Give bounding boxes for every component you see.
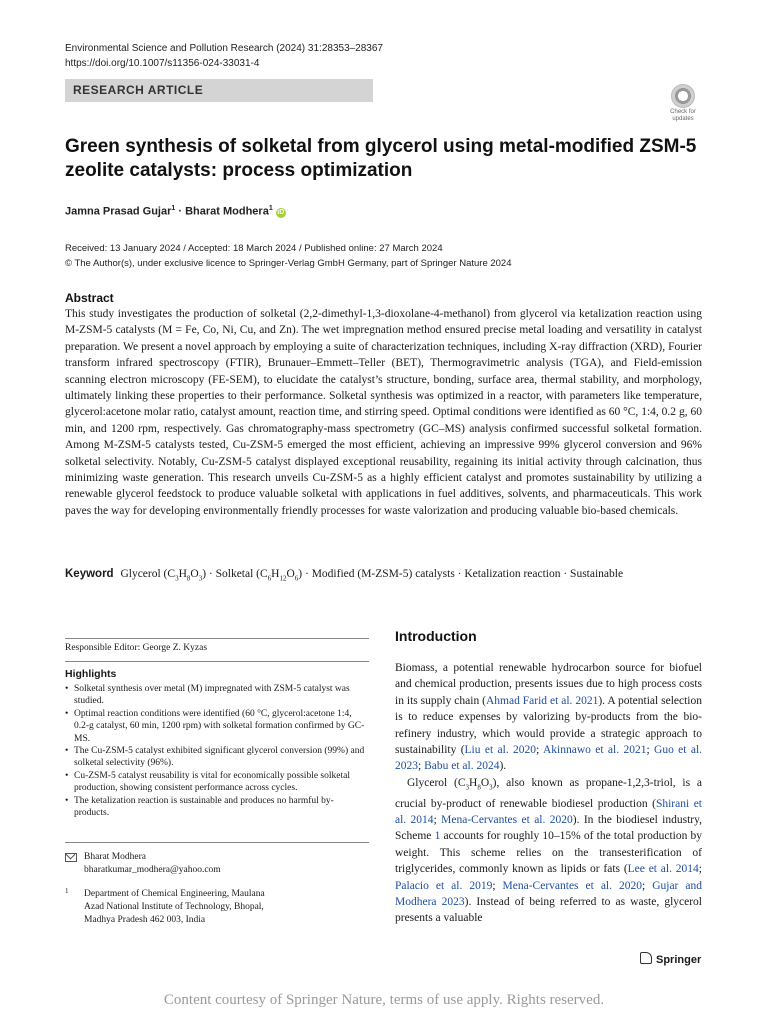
citation-link[interactable]: Mena-Cervantes et al. 2020 [441,813,573,826]
author-separator: · [175,205,186,218]
divider [65,661,369,662]
envelope-icon [65,853,77,862]
citation-link[interactable]: Akinnawo et al. 2021 [542,744,647,757]
citation-link[interactable]: Palacio et al. 2019 [395,879,493,892]
courtesy-notice: Content courtesy of Springer Nature, terms of use apply. Rights reserved. [163,992,605,1008]
date-history: Received: 13 January 2024 / Accepted: 18 March 2024 / Published online: 27 March 2024 [65,243,443,254]
publisher-name: Springer [656,954,702,966]
contact-email[interactable]: bharatkumar_modhera@yahoo.com [84,865,221,875]
kw-text: H [271,568,280,580]
citation-link[interactable]: Ahmad Farid et al. 2021 [485,694,599,707]
divider [65,842,369,843]
text-run: ), also known as propane-1,2,3-triol, is a crucial by-product of renewable biodiesel production ( [395,776,702,810]
highlight-item: • The ketalization reaction is sustainable and produces no harmful by-products. [65,795,365,820]
citation-link[interactable]: Gujar and Modhera 2023 [395,879,702,908]
kw-sub: 6 [294,574,299,583]
citation-link[interactable]: Mena-Cervantes et al. 2020 [502,879,642,892]
text-run: ). A potential selection is to reduce expenses by valorizing by-products from the bio-refinery industry, which would provide a strategic approach to sustainability ( [395,694,702,757]
text-run: accounts for roughly 10–15% of the total production by weight. This scheme relies on the transesterification of triglycerides, commonly known as lipids or fats ( [395,830,702,876]
text-run: ). Instead of being referred to as waste, glycerol presents a valuable [395,895,703,925]
kw-text: H [178,568,187,580]
text-run: ; [536,744,543,757]
text-run: ; [433,813,442,826]
springer-horse-icon [640,952,652,964]
affiliation-marker: 1 [171,205,176,212]
responsible-editor: Responsible Editor: George Z. Kyzas [65,643,208,653]
affiliation-marker: 1 [268,205,273,212]
kw-text: ) · Modified (M-ZSM-5) catalysts · Ketalization reaction · Sustainable [298,568,624,580]
text-run: ; [646,744,655,757]
publisher-logo [640,952,701,966]
article-title: Green synthesis of solketal from glycerol using metal-modified ZSM-5 zeolite catalysts: process optimization [65,136,697,181]
check-updates-badge[interactable] [661,84,705,128]
kw-sub: 6 [267,574,272,583]
orcid-icon[interactable]: iD [277,208,285,216]
kw-sub: 8 [186,574,191,583]
highlight-item: • Cu-ZSM-5 catalyst reusability is vital for economically possible solketal production, showing consistent performance across cycles. [65,770,365,795]
kw-sub: 3 [198,574,203,583]
text-run: ). In the biodiesel industry, Scheme [395,813,702,843]
citation-link[interactable]: Liu et al. 2020 [464,744,537,757]
journal-header [65,41,383,71]
kw-sub: 12 [279,574,287,583]
text-run: ). [499,760,507,773]
introduction-heading: Introduction [395,628,477,644]
highlights-heading: Highlights [65,668,117,680]
author-name[interactable]: Jamna Prasad Gujar [65,205,172,218]
text-run: Biomass, a potential renewable hydrocarbon source for biofuel and chemical production, presents issues due to high process costs in its supply chain ( [395,662,702,707]
intro-paragraph [395,660,702,775]
citation-link[interactable]: Babu et al. 2024 [424,760,500,773]
highlight-item: • Solketal synthesis over metal (M) impregnated with ZSM-5 catalyst was studied. [65,683,365,708]
citation-link[interactable]: Guo et al. 2023 [395,744,703,773]
highlight-item: • The Cu-ZSM-5 catalyst exhibited significant glycerol conversion (99%) and solketal selectivity (96%). [65,745,365,770]
check-updates-icon [671,84,695,108]
formula-sub: 3 [489,783,493,792]
abstract-text: This study investigates the production of solketal (2,2-dimethyl-1,3-dioxolane-4-methanol) from glycerol via ketalization reaction using M-ZSM-5 catalysts (M = Fe, Co, Ni, Cu, and Zn). The wet impregnation method ensured precise metal loading and versatility in catalyst preparation. We present a novel approach by employing a suite of characterization techniques, including X-ray diffraction (XRD), Fourier transform infrared spectroscopy (FTIR), Brunauer–Emmett–Teller (BET), Thermogravimetric analysis (TGA), and Field-emission scanning electron microscopy (FE-SEM), to elucidate the catalyst’s structure, bonding, surface area, thermal stability, and morphology, ultimately linking these properties to their performance. Solketal synthesis was optimized in a reactor, with parameters like temperature, glycerol:acetone molar ratio, catalyst amount, reaction time, and stirring speed. Optimal conditions were identified as 60 °C, 1:4, 0.2 g, 60 min, and 1200 rpm, respectively. Gas chromatography-mass spectrometry (GC–MS) analysis confirmed successful solketal formation. Among M-ZSM-5 catalysts tested, Cu-ZSM-5 emerged the most efficient, achieving an impressive 99% glycerol conversion and 96% solketal selectivity. Notably, Cu-ZSM-5 catalyst displayed exceptional reusability, regaining its initial activity through calcination, thus minimizing waste generation. This research unveils Cu-ZSM-5 as a highly efficient catalyst and promotes sustainability by utilizing a renewable glycerol feedstock to produce valuable solketal with applications in fuel additives, solvents, and pharmaceuticals. This work paves the way for developing environmentally friendly processes for waste valorization and producing valuable bio-based chemicals. [65,308,702,517]
text-run: ; [492,879,503,892]
doi-link[interactable]: https://doi.org/10.1007/s11356-024-33031-4 [65,58,260,69]
kw-text: O [286,568,295,580]
publication-history [65,241,512,271]
journal-citation: Environmental Science and Pollution Research (2024) 31:28353–28367 [65,43,383,54]
affiliation-line: Azad National Institute of Technology, Bhopal, [84,902,264,912]
article-type-label: RESEARCH ARTICLE [73,83,204,97]
affiliation-line: Department of Chemical Engineering, Maulana [84,889,265,899]
check-updates-label: Check for updates [670,109,696,122]
highlights-list [65,683,365,819]
copyright-line: © The Author(s), under exclusive licence to Springer-Verlag GmbH Germany, part of Springer Nature 2024 [65,258,512,269]
author-list [65,205,286,218]
text-run: ; [642,879,653,892]
affiliation-number: 1 [65,887,69,895]
intro-paragraph [395,775,702,927]
article-type-bar [65,79,373,102]
citation-link[interactable]: Lee et al. 2014 [627,863,699,876]
author-name[interactable]: Bharat Modhera [185,205,269,218]
affiliation-line: Madhya Pradesh 462 003, India [84,915,206,925]
text-run: ; [418,760,425,773]
contact-name: Bharat Modhera [84,852,146,862]
text-run: ; [698,863,702,876]
citation-link[interactable]: Shirani et al. 2014 [395,797,702,826]
highlight-item: • Optimal reaction conditions were identified (60 °C, glycerol:acetone 1:4, 0.2-g catalyst, 60 min, 1200 rpm) with solketal formation confirmed by GC-MS. [65,708,365,745]
introduction-text [395,660,702,927]
abstract-heading: Abstract [65,291,114,305]
text-run: Glycerol (C [407,776,466,789]
kw-text: Glycerol (C [120,568,176,580]
formula-sub: 3 [465,783,470,792]
affiliation [65,888,365,927]
formula-sub: 8 [477,783,481,792]
corresponding-author [65,851,365,877]
divider [65,638,369,639]
keywords-line [65,566,705,586]
kw-text: O [190,568,199,580]
text-run: O [480,776,490,789]
kw-text: ) · Solketal (C [202,568,268,580]
kw-sub: 3 [175,574,179,583]
text-run: H [469,776,478,789]
citation-link[interactable]: 1 [434,830,441,843]
keywords-label: Keyword [65,568,114,580]
